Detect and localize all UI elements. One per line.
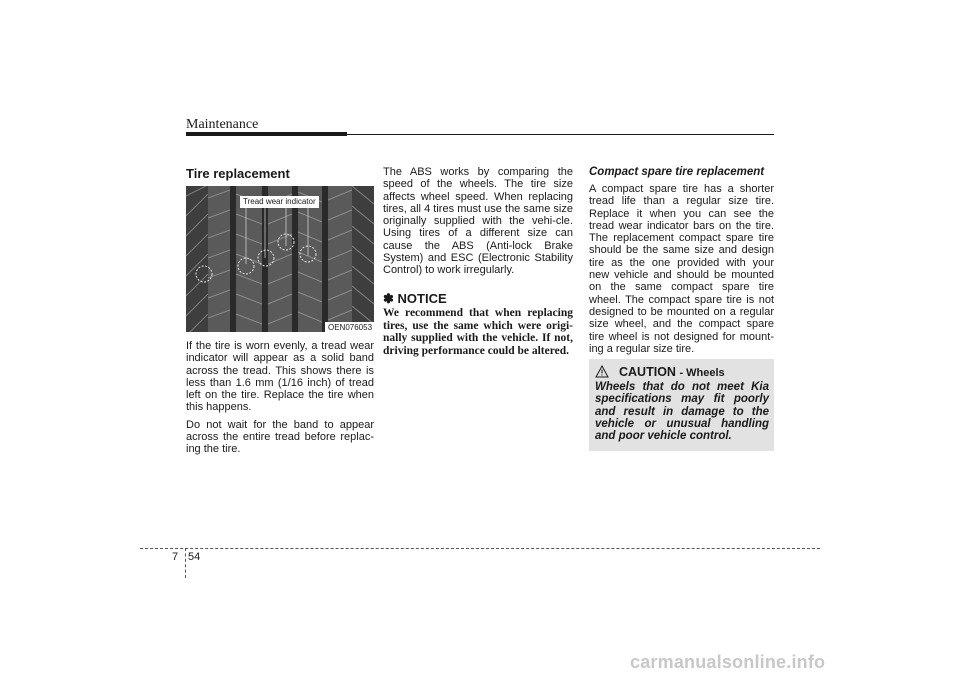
middle-column-text [383, 166, 573, 282]
warning-triangle-icon [595, 365, 609, 378]
caution-title [619, 365, 725, 379]
notice-text: We recommend that when replacing tires, use the same which were origi-nally supplied with the vehicle. If not, driving performance could be altered. [383, 307, 573, 357]
header-rule-thick [186, 132, 347, 136]
chapter-number: 7 [172, 551, 179, 563]
notice-label: NOTICE [397, 291, 447, 306]
page-number: 54 [188, 551, 201, 563]
notice-symbol-icon: ✽ [383, 291, 394, 306]
caution-text: Wheels that do not meet Kia specifications may fit poorly and result in damage to the vehicle or unusual handling and poor vehicle control. [595, 381, 769, 443]
site-watermark: carmanualsonline.info [630, 652, 826, 672]
caution-label: CAUTION [619, 365, 676, 379]
page-header-title: Maintenance [186, 117, 259, 132]
caution-box [589, 359, 774, 451]
section-heading: Tire replacement [186, 166, 290, 181]
notice-heading [383, 291, 447, 307]
tread-wear-indicator-callout: Tread wear indicator [240, 196, 319, 208]
footer-divider [185, 548, 186, 578]
paragraph: Do not wait for the band to appear across the entire tread before replac-ing the tire. [186, 418, 374, 456]
right-column-text [589, 183, 774, 360]
paragraph: The ABS works by comparing the speed of the wheels. The tire size affects wheel speed. When replacing tires, all 4 tires must use the same size originally supplied with the vehi-cle. Using tires of a different size can cause the ABS (Anti-lock Brake System) and ESC (Electronic Stability Control) to work irregularly. [383, 166, 573, 277]
figure-code: OEN076053 [325, 322, 375, 333]
left-column-text [186, 340, 374, 461]
subsection-heading: Compact spare tire replacement [589, 166, 765, 178]
paragraph: A compact spare tire has a shorter tread life than a regular size tire. Replace it when you can see the tread wear indicator bars on the tire. The replacement compact spare tire should be the same size and design tire as the one provided with your new vehicle and should be mounted on the same compact spare tire wheel. The compact spare tire is not designed to be mounted on a regular size wheel, and the compact spare tire wheel is not designed for mount-ing a regular size tire. [589, 183, 774, 355]
footer-rule [140, 548, 820, 549]
header-rule-thin [347, 134, 774, 135]
paragraph: If the tire is worn evenly, a tread wear indicator will appear as a solid band across the tread. This shows there is less than 1.6 mm (1/16 inch) of tread left on the tire. Replace the tire when this happens. [186, 340, 374, 414]
caution-subtitle: - Wheels [679, 367, 725, 379]
